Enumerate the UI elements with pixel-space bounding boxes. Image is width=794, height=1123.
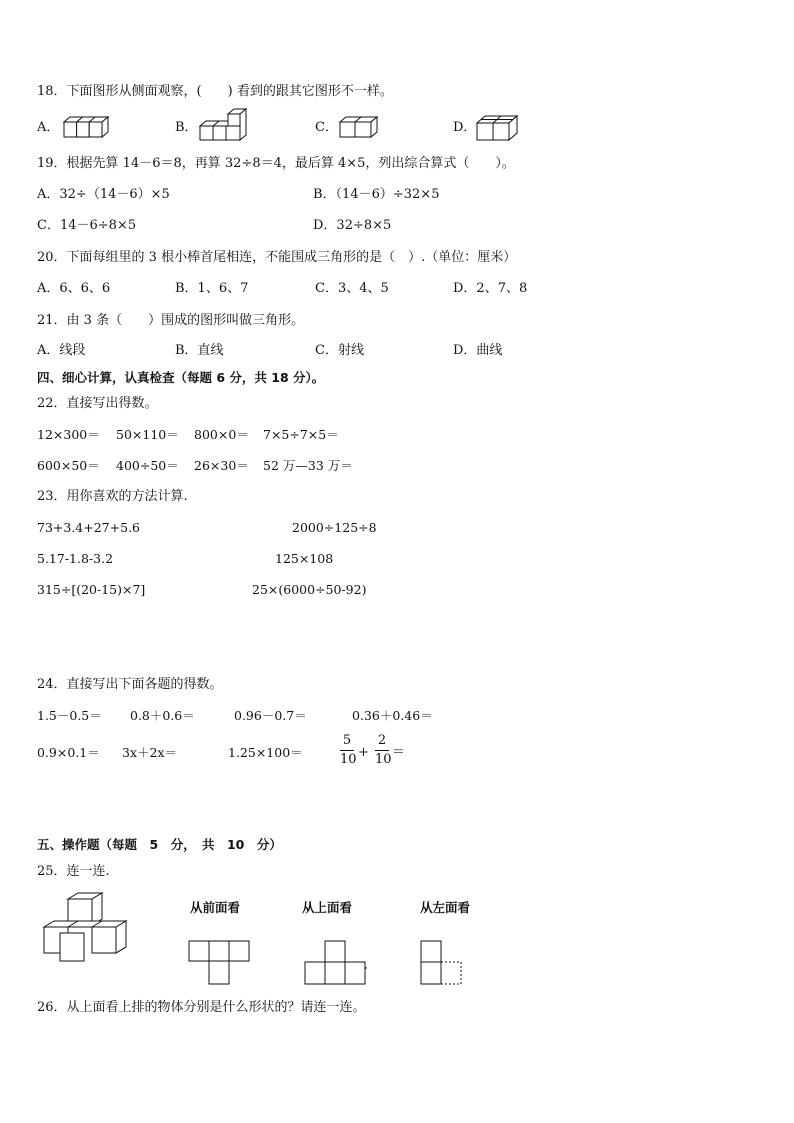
- q18-question: 18．下面图形从侧面观察，( ) 看到的跟其它图形不一样。: [37, 84, 393, 99]
- q23-question: 23．用你喜欢的方法计算.: [37, 489, 188, 504]
- q24-item: 1.25×100＝: [228, 745, 303, 760]
- q23-item: 2000÷125÷8: [292, 520, 377, 535]
- fraction-two-tenths: [375, 733, 392, 768]
- q18-option-c[interactable]: C．: [315, 120, 338, 135]
- top-view-shape-icon: [303, 940, 369, 986]
- q21-option-a[interactable]: A．线段: [37, 343, 86, 358]
- q19-question: 19．根据先算 14－6＝8，再算 32÷8＝4，最后算 4×5，列出综合算式（ ）。: [37, 156, 515, 171]
- q26-question: 26．从上面看上排的物体分别是什么形状的？请连一连。: [37, 1000, 366, 1015]
- left-view-shape-icon: [418, 940, 466, 986]
- q24-item: 3x＋2x＝: [122, 745, 178, 760]
- label-left-view: 从左面看: [420, 900, 471, 915]
- q22-item: 400÷50＝: [116, 458, 179, 473]
- q22-item: 600×50＝: [37, 458, 100, 473]
- q23-item: 315÷[(20-15)×7]: [37, 582, 146, 597]
- fraction-denominator: 10: [375, 752, 392, 767]
- fraction-bar: [340, 750, 354, 751]
- q21-question: 21．由 3 条（ ）围成的图形叫做三角形。: [37, 313, 305, 328]
- front-view-shape-icon: [188, 940, 250, 986]
- q23-item: 125×108: [275, 551, 334, 566]
- q21-option-d[interactable]: D．曲线: [453, 343, 503, 358]
- q20-option-b[interactable]: B．1、6、7: [175, 281, 249, 296]
- fraction-equals-sign: ＝: [392, 745, 406, 760]
- q18-option-b[interactable]: B．: [175, 120, 198, 135]
- q19-option-b[interactable]: B．（14－6）÷32×5: [313, 187, 440, 202]
- q19-option-c[interactable]: C．14－6÷8×5: [37, 218, 137, 233]
- q18-option-d[interactable]: D．: [453, 120, 477, 135]
- cube-stack-option-a-icon: [60, 114, 110, 138]
- q22-item: 800×0＝: [194, 427, 249, 442]
- fraction-denominator: 10: [340, 752, 357, 767]
- q22-item: 7×5÷7×5＝: [263, 427, 339, 442]
- q19-option-a[interactable]: A．32÷（14－6）×5: [37, 187, 170, 202]
- cube-stack-option-c-icon: [337, 114, 379, 138]
- q21-option-c[interactable]: C．射线: [315, 343, 364, 358]
- q23-item: 25×(6000÷50-92): [252, 582, 367, 597]
- fraction-plus-sign: +: [358, 745, 369, 760]
- section-five-heading: 五、操作题（每题 5 分， 共 10 分）: [37, 837, 282, 852]
- q24-item: 0.8＋0.6＝: [130, 708, 195, 723]
- q20-option-a[interactable]: A．6、6、6: [37, 281, 111, 296]
- fraction-five-tenths: [340, 733, 357, 768]
- fraction-numerator: 5: [342, 733, 352, 748]
- q22-item: 12×300＝: [37, 427, 100, 442]
- label-top-view: 从上面看: [302, 900, 353, 915]
- q25-question: 25．连一连.: [37, 864, 110, 879]
- section-four-heading: 四、细心计算，认真检查（每题 6 分，共 18 分）。: [37, 370, 325, 385]
- q20-question: 20．下面每组里的 3 根小棒首尾相连，不能围成三角形的是（ ）.（单位：厘米）: [37, 250, 517, 265]
- q20-option-d[interactable]: D．2、7、8: [453, 281, 528, 296]
- q24-item: 1.5－0.5＝: [37, 708, 102, 723]
- q24-item: 0.36＋0.46＝: [352, 708, 433, 723]
- label-front-view: 从前面看: [190, 900, 241, 915]
- q22-item: 26×30＝: [194, 458, 249, 473]
- q20-option-c[interactable]: C．3、4、5: [315, 281, 389, 296]
- fraction-numerator: 2: [377, 733, 387, 748]
- fraction-bar: [375, 750, 389, 751]
- cube-stack-option-d-icon: [475, 113, 519, 141]
- cube-stack-option-b-icon: [198, 108, 248, 142]
- q23-item: 73+3.4+27+5.6: [37, 520, 140, 535]
- q24-item: 0.9×0.1＝: [37, 745, 100, 760]
- q22-item: 52 万—33 万＝: [263, 458, 353, 473]
- stacked-cubes-3d-icon: [40, 891, 136, 965]
- q23-item: 5.17-1.8-3.2: [37, 551, 114, 566]
- q24-item: 0.96－0.7＝: [234, 708, 307, 723]
- q18-option-a[interactable]: A．: [37, 120, 60, 135]
- q24-question: 24．直接写出下面各题的得数。: [37, 677, 223, 692]
- q21-option-b[interactable]: B．直线: [175, 343, 224, 358]
- q19-option-d[interactable]: D．32÷8×5: [313, 218, 392, 233]
- q22-question: 22．直接写出得数。: [37, 396, 158, 411]
- q22-item: 50×110＝: [116, 427, 179, 442]
